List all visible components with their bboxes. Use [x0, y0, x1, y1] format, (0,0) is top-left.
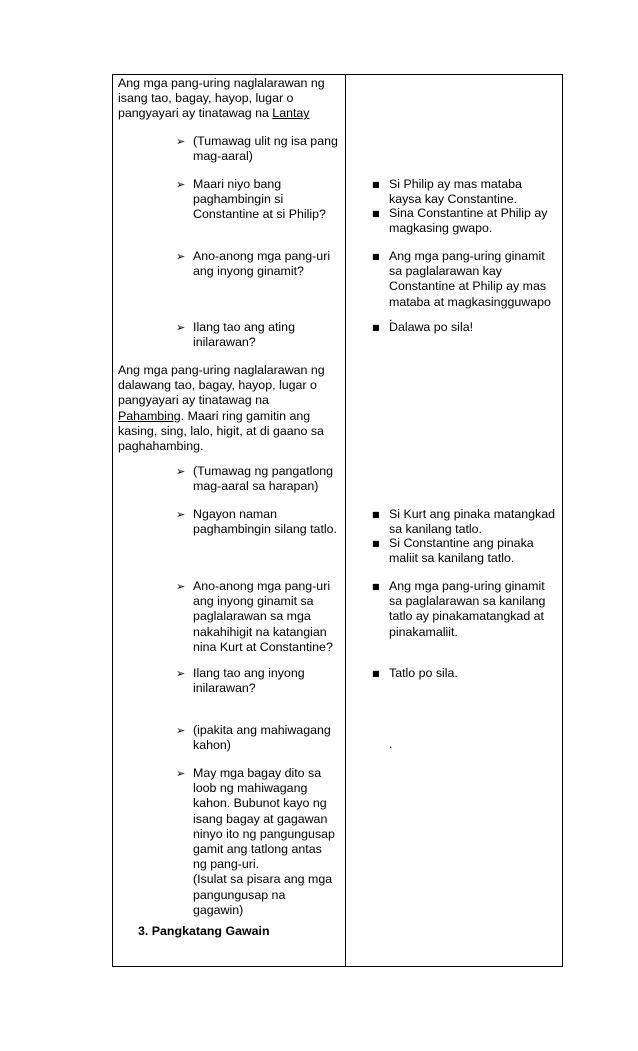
lantay-definition: Ang mga pang-uring naglalarawan ng isang tao, bagay, hayop, lugar o pangyayari ay tinatawag na Lantay [118, 76, 325, 121]
square-bullet-icon: ■ [372, 510, 380, 519]
square-bullet-icon: ■ [372, 209, 380, 218]
teacher-prompt-4: ➢ Ilang tao ang ating inilarawan? [176, 320, 295, 350]
teacher-prompt-5: ➢ (Tumawag ng pangatlong mag-aaral sa harapan) [176, 464, 334, 494]
square-bullet-icon: ■ [372, 669, 380, 678]
arrow-bullet-icon: ➢ [176, 667, 186, 680]
square-bullet-icon: ■ [372, 582, 380, 591]
arrow-bullet-icon: ➢ [176, 580, 186, 593]
section-heading-pangkatang-gawain: 3. Pangkatang Gawain [138, 924, 270, 938]
teacher-prompt-1: ➢ (Tumawag ulit ng isa pang mag-aaral) [176, 134, 338, 164]
student-answer-2: ■ Sina Constantine at Philip ay magkasing gwapo. [372, 206, 548, 236]
square-bullet-icon: ■ [372, 180, 380, 189]
arrow-bullet-icon: ➢ [176, 767, 186, 780]
student-answer-8: ■ Tatlo po sila. [372, 666, 458, 680]
student-answer-5: ■ Si Kurt ang pinaka matangkad sa kanilang tatlo. [372, 507, 556, 537]
teacher-prompt-8: ➢ Ilang tao ang inyong inilarawan? [176, 666, 305, 696]
pahambing-term: Pahambing [118, 408, 181, 423]
teacher-prompt-2: ➢ Maari niyo bang paghambingin si Constantine at si Philip? [176, 177, 326, 222]
pahambing-definition: Ang mga pang-uring naglalarawan ng dalawang tao, bagay, hayop, lugar o pangyayari ay tinatawag na Pahambing. Maari ring gamitin ang kasing, sing, lalo, higit, at di gaano sa paghahambing. [118, 363, 325, 454]
student-answer-1: ■ Si Philip ay mas mataba kaysa kay Constantine. [372, 177, 522, 207]
column-divider [345, 74, 346, 967]
arrow-bullet-icon: ➢ [176, 724, 186, 737]
arrow-bullet-icon: ➢ [176, 465, 186, 478]
trailing-dot: . [389, 737, 393, 751]
teacher-prompt-7: ➢ Ano-anong mga pang-uri ang inyong ginamit sa paglalarawan sa mga nakahihigit na katangian nina Kurt at Constantine? [176, 579, 333, 654]
lantay-term: Lantay [272, 106, 310, 121]
teacher-prompt-6: ➢ Ngayon naman paghambingin silang tatlo. [176, 507, 337, 537]
student-answer-6: ■ Si Constantine ang pinaka maliit sa kanilang tatlo. [372, 536, 534, 566]
teacher-prompt-3: ➢ Ano-anong mga pang-uri ang inyong ginamit? [176, 249, 331, 279]
teacher-prompt-10: ➢ May mga bagay dito sa loob ng mahiwagang kahon. Bubunot kayo ng isang bagay at gagawan ninyo ito ng pangungusap gamit ang tatlong antas ng pang-uri. (Isulat sa pisara ang mga pangungusap na gagawin) [176, 766, 335, 917]
arrow-bullet-icon: ➢ [176, 508, 186, 521]
teacher-prompt-9: ➢ (ipakita ang mahiwagang kahon) [176, 723, 331, 753]
arrow-bullet-icon: ➢ [176, 135, 186, 148]
square-bullet-icon: ■ [372, 539, 380, 548]
arrow-bullet-icon: ➢ [176, 250, 186, 263]
student-answer-4: ■ Dalawa po sila! [372, 320, 474, 334]
student-answer-3: ■ Ang mga pang-uring ginamit sa paglalarawan kay Constantine at Philip ay mas mataba at magkasingguwapo . [372, 249, 551, 324]
student-answer-7: ■ Ang mga pang-uring ginamit sa paglalarawan sa kanilang tatlo ay pinakamatangkad at pinakamaliit. [372, 579, 546, 639]
arrow-bullet-icon: ➢ [176, 321, 186, 334]
square-bullet-icon: ■ [372, 323, 380, 332]
square-bullet-icon: ■ [372, 252, 380, 261]
arrow-bullet-icon: ➢ [176, 178, 186, 191]
